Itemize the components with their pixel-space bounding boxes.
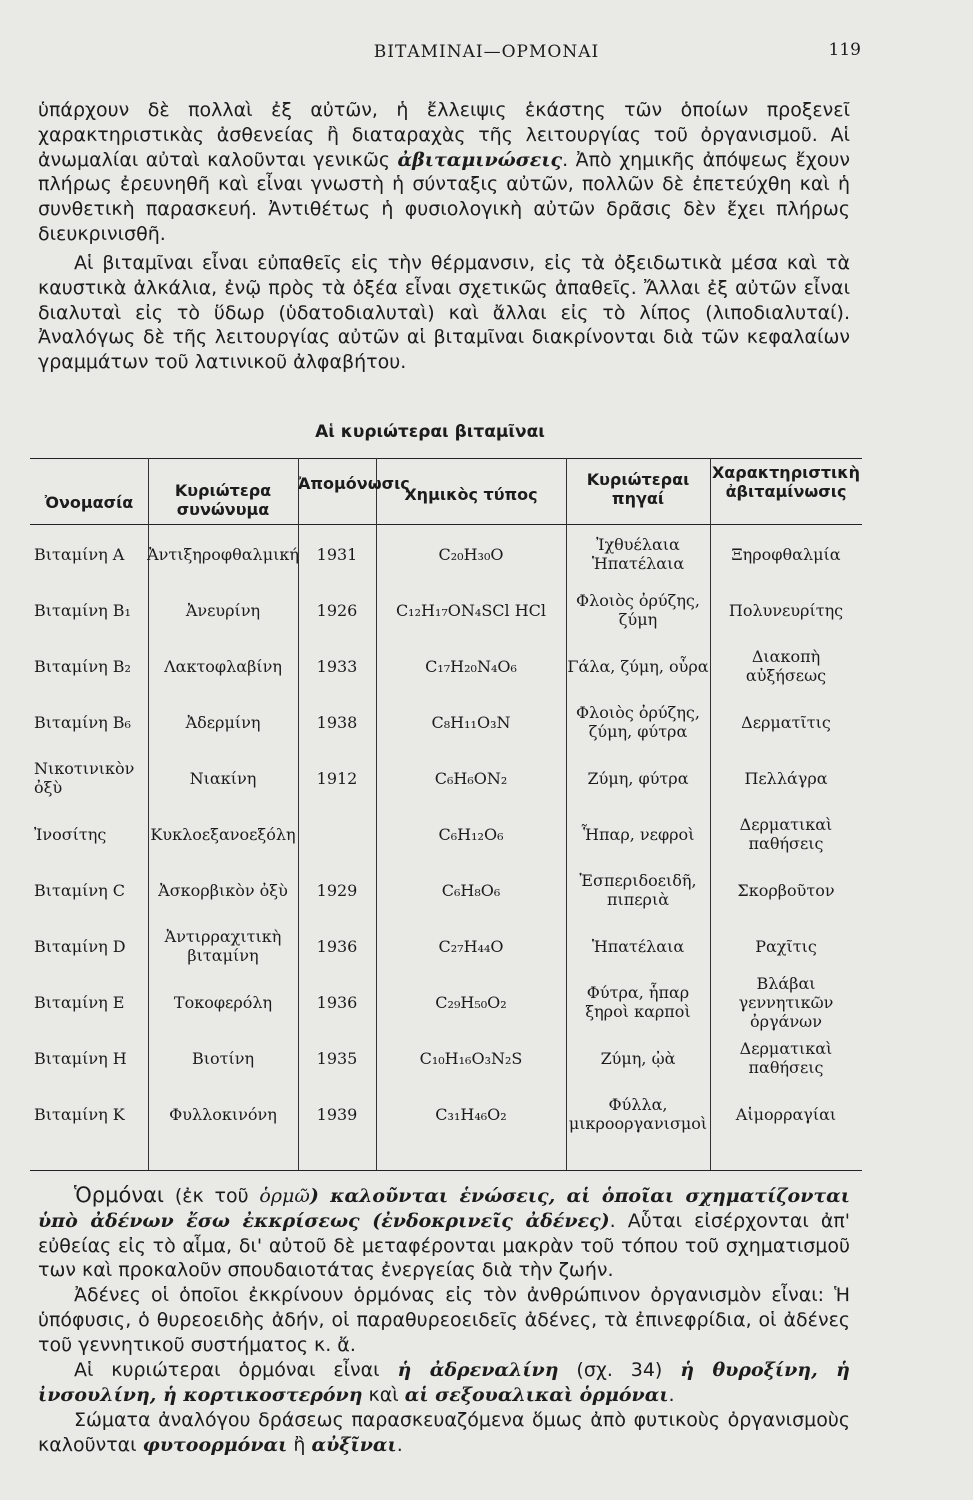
cell-deficiency: Διακοπὴ αὐξήσεως [745,647,827,685]
cell-deficiency: Ξηροφθαλμία [731,544,841,564]
cell-formula: C₆H₆ON₂ [434,768,508,788]
table-row [30,862,862,918]
cell-sources: Ἐσπεριδοειδῆ, πιπεριὰ [579,871,697,909]
cell-formula: C₂₇H₄₄O [438,936,504,956]
cell-sources: Φύλλα, μικροοργανισμοὶ [568,1095,708,1133]
cell-deficiency: Δερματῖτις [741,712,831,732]
table-row [30,806,862,862]
cell-year: 1936 [316,992,358,1012]
cell-name: Βιταμίνη Β₆ [34,712,131,732]
hormone-list: ἡ θυροξίνη, ἡ ἰνσουλίνη, ἡ κορτικοστερόνη [38,1359,850,1406]
cell-sources: Φλοιὸς ὀρύζης, ζύμη, φύτρα [576,703,700,741]
hormones-definition: ) καλοῦνται ἑνώσεις, αἱ ὁποῖαι σχηματίζονται ὑπὸ ἀδένων ἔσω ἐκκρίσεως (ἐνδοκρινεῖς ἀδένες) [38,1185,850,1232]
page-number: 119 [828,40,861,60]
table-row [30,694,862,750]
table-title: Αἱ κυριώτεραι βιταμῖναι [315,422,545,442]
hormones-p6-text-a: Σώματα ἀναλόγου δράσεως παρασκευαζόμενα ὅμως ἀπὸ φυτικοὺς ὀργανισμοὺς καλοῦνται [38,1409,850,1456]
cell-name: Βιταμίνη C [34,880,125,900]
cell-synonym: Ἀσκορβικὸν ὀξὺ [158,880,288,900]
cell-formula: C₂₀H₃₀O [438,544,504,564]
cell-formula: C₃₁H₄₆O₂ [435,1104,507,1124]
cell-formula: C₁₂H₁₇ON₄SCl HCl [395,600,547,620]
cell-sources: Ζύμη, ᾠὰ [600,1048,676,1068]
cell-sources: Γάλα, ζύμη, οὖρα [567,656,709,676]
table-row [30,582,862,638]
table-header-sources: Κυριώτεραι πηγαί [586,470,690,508]
intro-paragraph-2: Αἱ βιταμῖναι εἶναι εὐπαθεῖς εἰς τὴν θέρμανσιν, εἰς τὰ ὀξειδωτικὰ μέσα καὶ τὰ καυστικὰ ἀλκάλια, ἐνῷ πρὸς τὰ ὀξέα εἶναι σχετικῶς ἀπαθεῖς. Ἄλλαι ἐξ αὐτῶν εἶναι διαλυταὶ εἰς τὸ ὕδωρ (ὑδατοδιαλυταὶ) καὶ ἄλλαι εἰς τὸ λίπος (λιποδιαλυταί). Ἀναλόγως δὲ τῆς λειτουργίας αὐτῶν αἱ βιταμῖναι διακρίνονται διὰ τῶν κεφαλαίων γραμμάτων τοῦ λατινικοῦ ἀλφαβήτου. [38,252,850,374]
table-row [30,1086,862,1142]
cell-synonym: Ἀδερμίνη [185,712,261,732]
cell-name: Νικοτινικὸν ὀξὺ [34,759,135,797]
cell-year: 1936 [316,936,358,956]
hormones-etymology: ὁρμῶ [259,1185,310,1207]
table-header-name: Ὀνομασία [44,493,134,512]
cell-year: 1933 [316,656,358,676]
cell-sources: Ἡπατέλαια [591,936,685,956]
cell-year: 1935 [316,1048,358,1068]
cell-synonym: Λακτοφλαβίνη [164,656,282,676]
table-header-deficiency: Χαρακτηριστικὴ ἀβιταμίνωσις [711,463,861,501]
cell-year: 1926 [316,600,358,620]
cell-name: Βιταμίνη Α [34,544,125,564]
hormones-p6-text-e: . [396,1433,403,1456]
hormones-term: Ὁρμόναι [74,1183,165,1207]
cell-deficiency: Σκορβοῦτον [737,880,835,900]
cell-formula: C₆H₁₂O₆ [438,824,504,844]
cell-deficiency: Ραχῖτις [755,936,817,956]
vitamin-table-body [30,526,862,1142]
cell-year: 1939 [316,1104,358,1124]
table-header-synonyms: Κυριώτερα συνώνυμα [174,481,272,519]
cell-name: Βιταμίνη Ε [34,992,125,1012]
cell-synonym: Ἀντιξηροφθαλμική [147,544,299,564]
auxins-term: αὐξῖναι [311,1433,397,1456]
intro-paragraph-1 [38,98,850,247]
cell-name: Βιταμίνη Κ [34,1104,125,1124]
table-row [30,918,862,974]
hormones-p5-text-e: καὶ [362,1383,405,1406]
cell-deficiency: Αἱμορραγίαι [735,1104,837,1124]
cell-year: 1931 [316,544,358,564]
cell-sources: Φλοιὸς ὀρύζης, ζύμη [576,591,700,629]
table-header-formula: Χημικὸς τύπος [404,485,538,504]
cell-deficiency: Δερματικαὶ παθήσεις [739,1039,833,1077]
cell-synonym: Ἀντιρραχιτικὴ βιταμίνη [164,927,282,965]
cell-year: 1929 [316,880,358,900]
hormones-p6-text-c: ἢ [287,1433,312,1456]
hormone-adrenaline: ἡ ἀδρεναλίνη [397,1359,559,1381]
cell-sources: Ἧπαρ, νεφροὶ [581,824,695,844]
cell-name: Βιταμίνη Β₁ [34,600,131,620]
cell-name: Βιταμίνη D [34,936,126,956]
cell-year: 1912 [316,768,358,788]
cell-formula: C₈H₁₁O₃N [431,712,511,732]
cell-year [298,806,376,862]
hormone-sexual: αἱ σεξουαλικαὶ ὁρμόναι [404,1383,669,1406]
cell-sources: Φύτρα, ἧπαρ ξηροὶ καρποὶ [585,983,691,1021]
hormones-p5-text-g: . [668,1383,675,1406]
table-row [30,750,862,806]
cell-synonym: Νιακίνη [189,768,257,788]
hormones-paragraph-1 [38,1183,850,1283]
running-head: ΒΙΤΑΜΙΝΑΙ—ΟΡΜΟΝΑΙ [373,42,600,62]
intro-p1-text-b: . Ἀπὸ χημικῆς ἀπόψεως ἔχουν πλήρως ἐρευνηθῆ καὶ εἶναι γνωστὴ ἡ σύνταξις αὐτῶν, πολλῶν δὲ ἐπετεύχθη καὶ ἡ συνθετικὴ παρασκευή. Ἀντιθέτως ἡ φυσιολογικὴ αὐτῶν δρᾶσις δὲν ἔχει πλήρως διευκρινισθῆ. [38,148,850,245]
cell-deficiency: Πελλάγρα [744,768,828,788]
cell-synonym: Κυκλοεξανοεξόλη [150,824,296,844]
cell-synonym: Βιοτίνη [191,1048,255,1068]
cell-sources: Ζύμη, φύτρα [587,768,689,788]
cell-synonym: Τοκοφερόλη [173,992,273,1012]
cell-formula: C₁₇H₂₀N₄O₆ [425,656,517,676]
table-bottom-rule [30,1170,862,1171]
cell-year: 1938 [316,712,358,732]
hormones-paragraph-2: Ἀδένες οἱ ὁποῖοι ἐκκρίνουν ὁρμόνας εἰς τὸν ἀνθρώπινον ὀργανισμὸν εἶναι: Ἡ ὑπόφυσις, ὁ θυρεοειδὴς ἀδήν, οἱ παραθυρεοειδεῖς ἀδένες, τὰ ἐπινεφρίδια, οἱ ἀδένες τοῦ γεννητικοῦ συστήματος κ. ἄ. [38,1284,850,1356]
hormones-p5-text-c: (σχ. 34) [558,1359,681,1381]
cell-formula: C₆H₈O₆ [441,880,501,900]
hormones-paragraph-4 [38,1408,850,1458]
hormones-p3-text-e: . Αὗται εἰσέρχονται ἀπ' εὐθείας εἰς τὸ αἷμα, δι' αὐτοῦ δὲ μεταφέρονται μακρὰν τοῦ τόπου τοῦ σχηματισμοῦ των καὶ προκαλοῦν σπουδαιοτάτας ἐνεργείας διὰ τὴν ζωήν. [38,1209,851,1282]
table-row [30,526,862,582]
hormones-p5-text-a: Αἱ κυριώτεραι ὁρμόναι εἶναι [74,1359,398,1381]
cell-synonym: Ἀνευρίνη [185,600,261,620]
table-header-rule [30,524,862,525]
hormones-paragraph-3 [38,1358,850,1408]
intro-p1-text-a: ὑπάρχουν δὲ πολλαὶ ἐξ αὐτῶν, ἡ ἔλλειψις ἑκάστης τῶν ὁποίων προξενεῖ χαρακτηριστικὰς ἀσθενείας ἢ διαταραχὰς τῆς λειτουργίας τοῦ ὀργανισμοῦ. Αἱ ἀνωμαλίαι αὐταὶ καλοῦνται γενικῶς [38,99,850,171]
hormones-p3-text-b: (ἐκ τοῦ [164,1185,260,1207]
table-header-isolation: Ἀπομόνωσις [298,474,410,493]
cell-deficiency: Βλάβαι γεννητικῶν ὀργάνων [738,973,834,1031]
cell-formula: C₂₉H₅₀O₂ [435,992,507,1012]
table-row [30,638,862,694]
intro-p1-term: ἀβιταμινώσεις [397,148,563,171]
cell-sources: Ἰχθυέλαια Ἡπατέλαια [591,535,685,573]
table-row [30,1030,862,1086]
cell-name: Βιταμίνη Η [34,1048,127,1068]
cell-formula: C₁₀H₁₆O₃N₂S [419,1048,523,1068]
table-top-rule [30,458,862,459]
cell-deficiency: Πολυνευρίτης [728,600,844,620]
cell-deficiency: Δερματικαὶ παθήσεις [739,815,833,853]
cell-name: Ἰνοσίτης [34,824,107,844]
table-row [30,974,862,1030]
cell-synonym: Φυλλοκινόνη [169,1104,277,1124]
phytohormones-term: φυτοορμόναι [142,1433,288,1456]
cell-name: Βιταμίνη Β₂ [34,656,131,676]
